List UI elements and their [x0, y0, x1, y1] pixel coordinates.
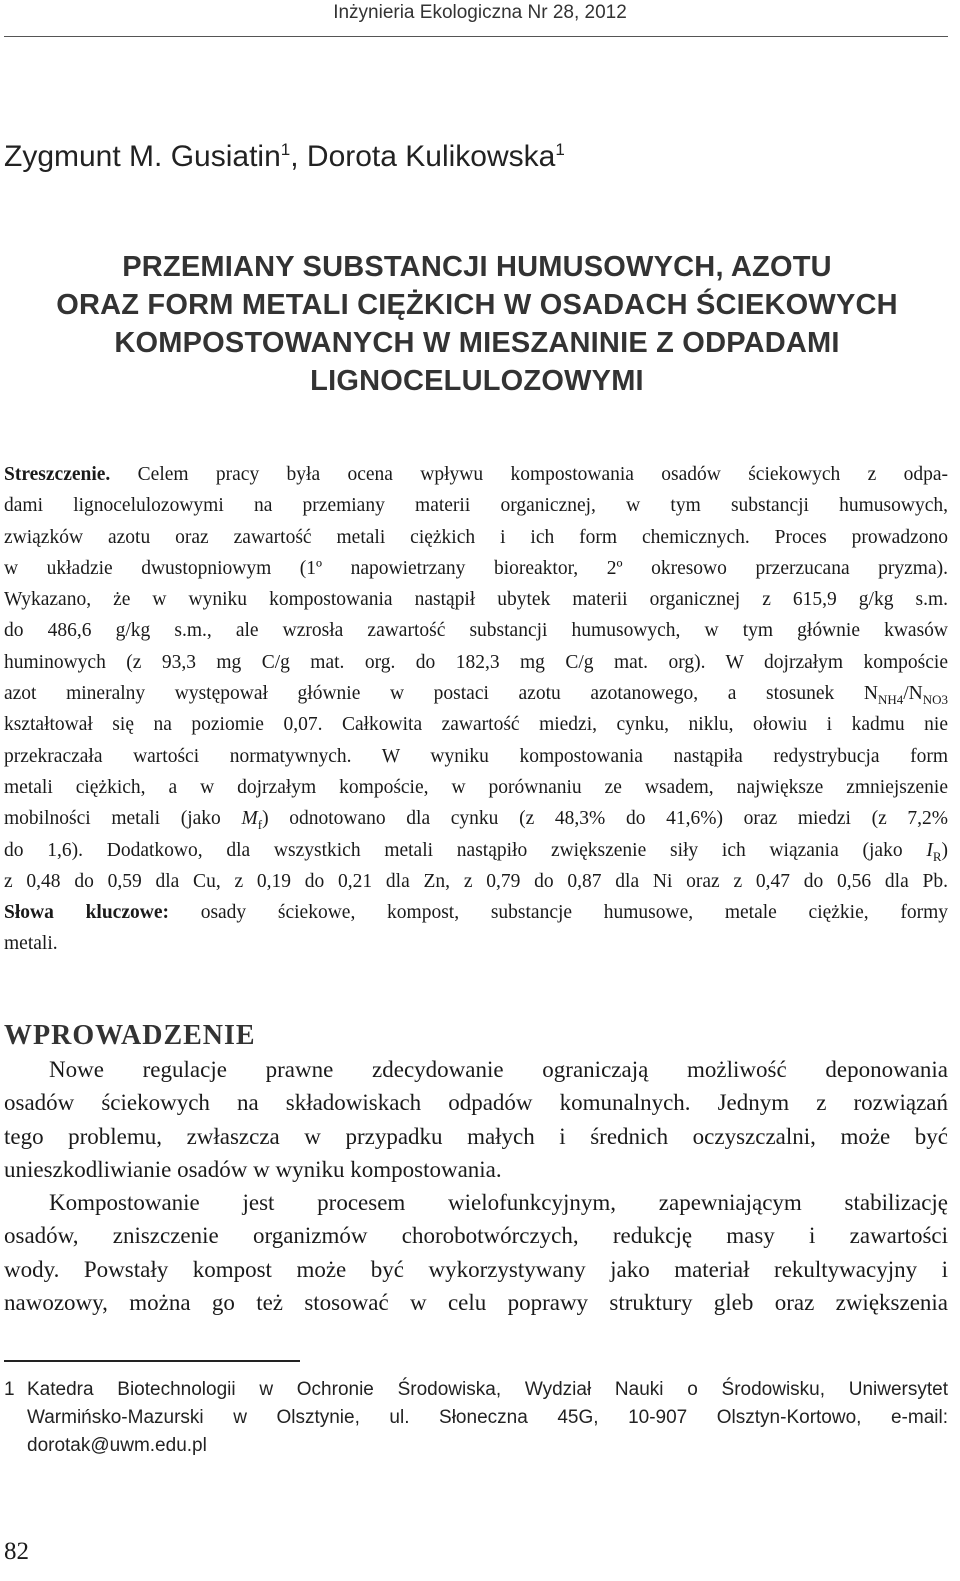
abstract-line: metali ciężkich, a w dojrzałym kompoście, w porównaniu ze wsadem, największe zmniejszenie [4, 776, 948, 798]
footnote-number: 1 [4, 1379, 15, 1400]
abstract-label: Streszczenie. [4, 464, 111, 485]
abstract [4, 459, 948, 960]
body-line: Nowe regulacje prawne zdecydowanie ograniczają możliwość deponowania [49, 1057, 948, 1082]
abstract-line: z 0,48 do 0,59 dla Cu, z 0,19 do 0,21 dla Zn, z 0,79 do 0,87 dla Ni oraz z 0,47 do 0,56 dla Pb. [4, 870, 948, 892]
section-heading: WPROWADZENIE [4, 1020, 256, 1051]
abstract-line: kształtował się na poziomie 0,07. Całkowita zawartość miedzi, cynku, niklu, ołowiu i kadmu nie [4, 714, 948, 736]
abstract-line: Wykazano, że w wyniku kompostowania nastąpił ubytek materii organicznej z 615,9 g/kg s.m. [4, 589, 948, 611]
body-line: nawozowy, można go też stosować w celu poprawy struktury gleb oraz zwiększenia [4, 1290, 948, 1316]
abstract-line: związków azotu oraz zawartość metali ciężkich i ich form chemicznych. Proces prowadzono [4, 526, 948, 548]
keywords-text: metali. [4, 933, 58, 955]
title-line: LIGNOCELULOZOWYMI [310, 365, 644, 397]
title-line: KOMPOSTOWANYCH W MIESZANINIE Z ODPADAMI [114, 327, 840, 359]
ir-symbol: I [926, 839, 933, 861]
abstract-line: huminowych (z 93,3 mg C/g mat. org. do 182,3 mg C/g mat. org). W dojrzałym kompoście [4, 651, 948, 673]
journal-header: Inżynieria Ekologiczna Nr 28, 2012 [333, 2, 627, 23]
title-line: ORAZ FORM METALI CIĘŻKICH W OSADACH ŚCIEKOWYCH [56, 289, 898, 321]
abstract-line: do 1,6). Dodatkowo, dla wszystkich metali nastąpiło zwiększenie siły ich wiązania (jako [4, 839, 927, 861]
abstract-line: przekraczała wartości normatywnych. W wyniku kompostowania nastąpiła redystrybucja form [4, 745, 948, 767]
nh4-subscript: NH4 [877, 691, 904, 707]
authors [4, 140, 565, 174]
author-1-affiliation: 1 [280, 140, 291, 159]
body-line: tego problemu, zwłaszcza w przypadku małych i średnich oczyszczalni, może być [4, 1123, 948, 1149]
mf-symbol: M [241, 808, 258, 830]
abstract-line: dami lignocelulozowymi na przemiany materii organicznej, w tym substancji humusowych, [4, 495, 948, 517]
author-2-affiliation: 1 [555, 140, 565, 159]
keywords-label: Słowa kluczowe: [4, 902, 169, 924]
footnote-line: Katedra Biotechnologii w Ochronie Środowiska, Wydział Nauki o Środowisku, Uniwersytet [27, 1379, 948, 1400]
mf-subscript: f [257, 817, 263, 833]
author-2: Dorota Kulikowska [306, 140, 556, 173]
footnote-email[interactable]: dorotak@uwm.edu.pl [27, 1435, 207, 1456]
body-line: unieszkodliwianie osadów w wyniku kompostowania. [4, 1156, 502, 1182]
footnote-rule [4, 1360, 300, 1362]
author-separator: , [290, 140, 307, 173]
body-line: wody. Powstały kompost może być wykorzystywany jako materiał rekultywacyjny i [4, 1256, 948, 1282]
ratio-slash: /N [903, 683, 923, 705]
body-line: osadów, zniszczenie organizmów chorobotwórczych, redukcję masy i zawartości [4, 1223, 948, 1249]
ir-subscript: R [932, 848, 942, 864]
keywords-text: osady ściekowe, kompost, substancje humusowe, metale ciężkie, formy [168, 902, 948, 924]
body-text [4, 1053, 948, 1319]
abstract-line: mobilności metali (jako [4, 808, 242, 830]
body-line: osadów ściekowych na składowiskach odpadów komunalnych. Jednym z rozwiązań [4, 1090, 948, 1116]
footnote-line: Warmińsko-Mazurski w Olsztynie, ul. Słoneczna 45G, 10-907 Olsztyn-Kortowo, e-mail: [27, 1407, 948, 1428]
abstract-line: do 486,6 g/kg s.m., ale wzrosła zawartość substancji humusowych, w tym głównie kwasów [4, 620, 948, 642]
header-rule [4, 36, 948, 37]
page-number: 82 [4, 1538, 29, 1565]
body-line: Kompostowanie jest procesem wielofunkcyjnym, zapewniającym stabilizację [49, 1190, 948, 1216]
author-1: Zygmunt M. Gusiatin [4, 140, 281, 173]
no3-subscript: NO3 [922, 691, 948, 707]
abstract-line: Celem pracy była ocena wpływu kompostowania osadów ściekowych z odpa- [110, 464, 948, 485]
title-line: PRZEMIANY SUBSTANCJI HUMUSOWYCH, AZOTU [122, 251, 832, 283]
abstract-line: ) [941, 839, 948, 861]
abstract-line: ) odnotowano dla cynku (z 48,3% do 41,6%) oraz miedzi (z 7,2% [262, 808, 949, 830]
abstract-line: w układzie dwustopniowym (1º napowietrzany bioreaktor, 2º okresowo przerzucana pryzma). [4, 557, 948, 579]
paper-title [20, 248, 934, 400]
footnote [4, 1376, 948, 1460]
abstract-line: azot mineralny występował głównie w postaci azotu azotanowego, a stosunek N [4, 683, 878, 705]
